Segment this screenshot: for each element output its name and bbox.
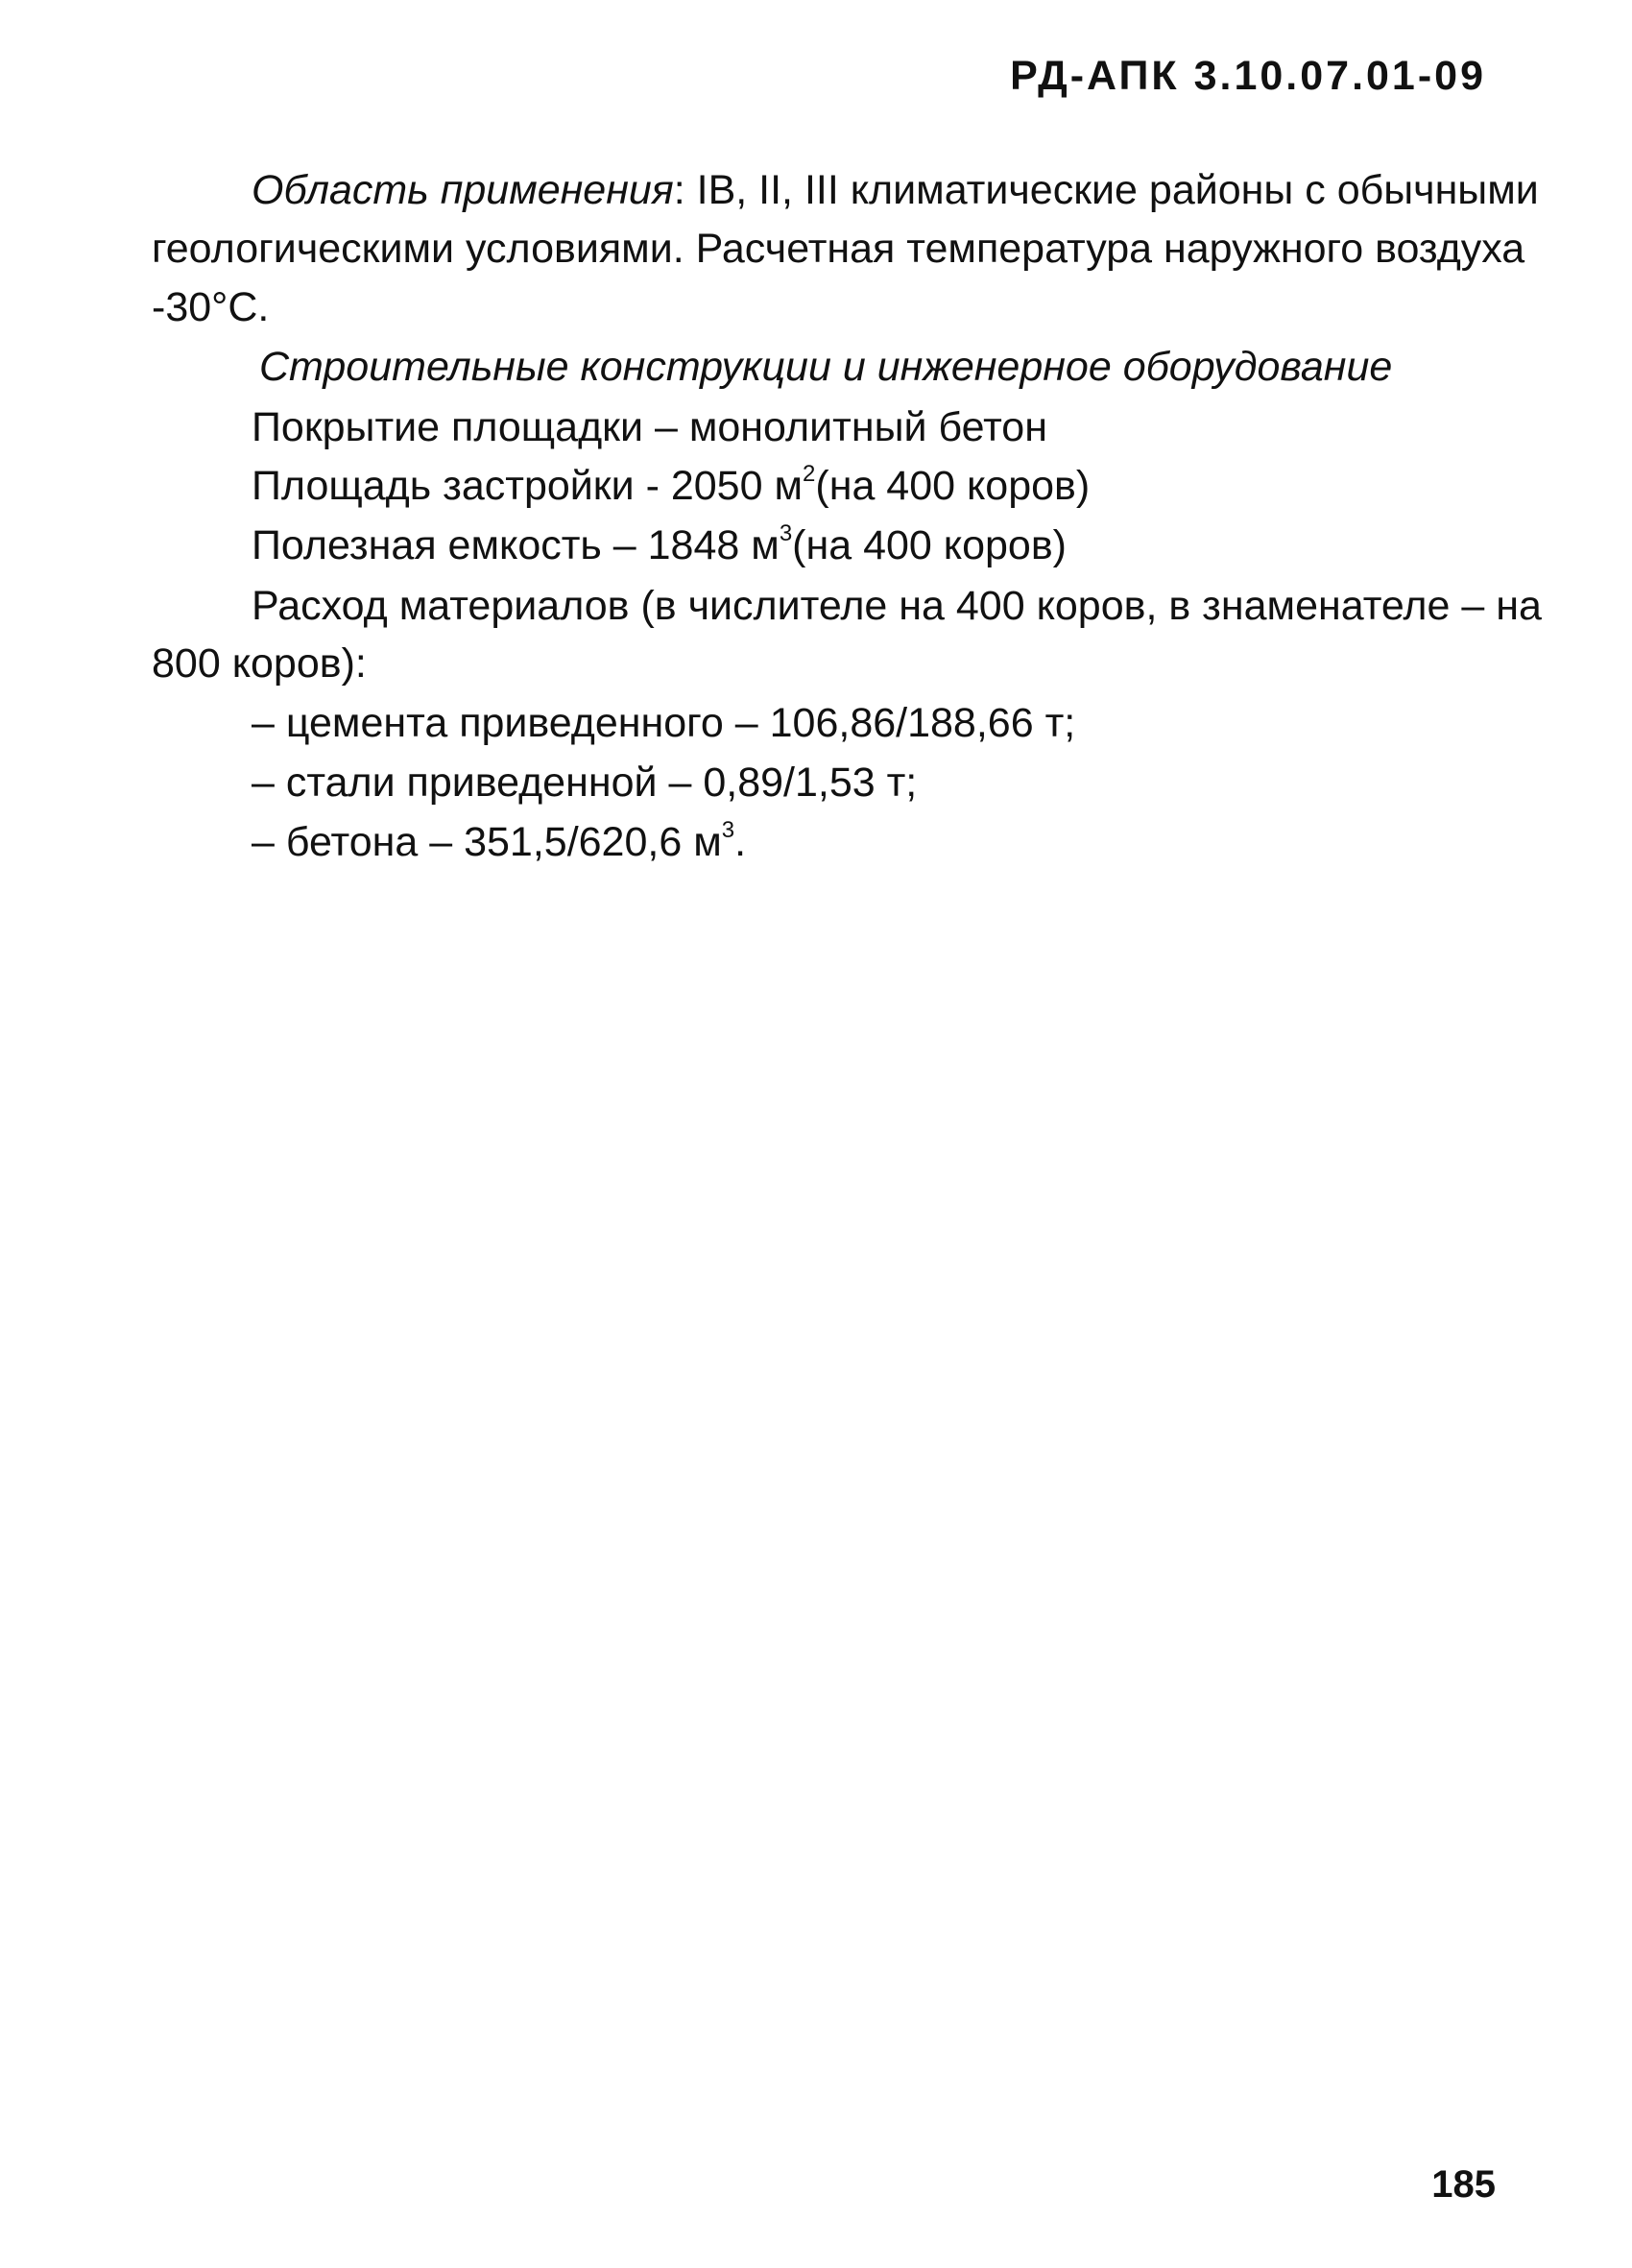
material-concrete <box>252 819 746 866</box>
materials-line-1: Расход материалов (в числителе на 400 коров, в знаменателе – на <box>252 583 1542 629</box>
capacity-sup: 3 <box>779 520 793 546</box>
capacity-line <box>252 522 1067 569</box>
capacity-suffix: (на 400 коров) <box>792 522 1067 568</box>
scope-line-3: -30°С. <box>152 284 270 330</box>
coating-line: Покрытие площадки – монолитный бетон <box>252 404 1047 450</box>
scope-text-1: : IB, II, III климатические районы с обычными <box>673 167 1539 213</box>
scope-line-2: геологическими условиями. Расчетная температура наружного воздуха <box>152 226 1525 272</box>
section-title: Строительные конструкции и инженерное оборудование <box>259 344 1393 390</box>
capacity-prefix: Полезная емкость – 1848 м <box>252 522 780 568</box>
document-code: РД-АПК 3.10.07.01-09 <box>1010 53 1486 99</box>
area-line <box>252 463 1090 510</box>
area-sup: 2 <box>803 461 816 487</box>
concrete-prefix: – бетона – 351,5/620,6 м <box>252 819 722 865</box>
materials-line-2: 800 коров): <box>152 640 367 687</box>
scope-line-1 <box>252 167 1539 214</box>
area-prefix: Площадь застройки - 2050 м <box>252 463 804 509</box>
page-number: 185 <box>1431 2163 1496 2206</box>
scope-label: Область применения <box>252 167 674 213</box>
area-suffix: (на 400 коров) <box>815 463 1091 509</box>
material-cement: – цемента приведенного – 106,86/188,66 т; <box>252 700 1076 746</box>
concrete-suffix: . <box>734 819 747 865</box>
concrete-sup: 3 <box>721 817 735 843</box>
material-steel: – стали приведенной – 0,89/1,53 т; <box>252 760 918 806</box>
